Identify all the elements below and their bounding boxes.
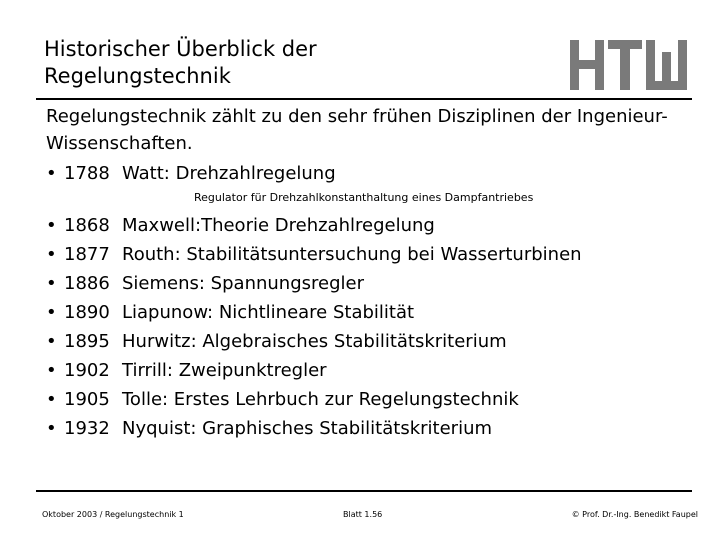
bullet-icon: • [46, 418, 57, 439]
footer-copyright: © Prof. Dr.-Ing. Benedikt Faupel [571, 510, 698, 519]
slide-title-line-2: Regelungstechnik [44, 64, 231, 88]
timeline-year: 1905 [64, 389, 110, 410]
footer-divider [36, 490, 692, 492]
timeline-event: Nyquist: Graphisches Stabilitätskriterium [122, 418, 493, 439]
intro-text [46, 103, 668, 157]
timeline-item [46, 388, 519, 412]
bullet-icon: • [46, 331, 57, 352]
timeline-event: Hurwitz: Algebraisches Stabilitätskriterium [122, 331, 507, 352]
bullet-icon: • [46, 273, 57, 294]
timeline-year: 1868 [64, 215, 110, 236]
header-divider [36, 98, 692, 100]
htw-logo [570, 40, 692, 90]
slide-title-line-1: Historischer Überblick der [44, 37, 317, 61]
timeline-event: Liapunow: Nichtlineare Stabilität [122, 302, 415, 323]
timeline-item [46, 359, 327, 383]
timeline-event: Maxwell:Theorie Drehzahlregelung [122, 215, 435, 236]
bullet-icon: • [46, 215, 57, 236]
intro-line-1: Regelungstechnik zählt zu den sehr frühen Disziplinen der Ingenieur- [46, 106, 668, 127]
bullet-icon: • [46, 389, 57, 410]
timeline-year: 1877 [64, 244, 110, 265]
timeline-item [46, 330, 507, 354]
timeline-year: 1895 [64, 331, 110, 352]
bullet-icon: • [46, 302, 57, 323]
timeline-item [46, 417, 492, 441]
timeline-year: 1890 [64, 302, 110, 323]
timeline-item [46, 214, 435, 238]
timeline-item [46, 272, 364, 296]
footer-page-number: Blatt 1.56 [343, 510, 383, 519]
timeline-item [46, 162, 336, 186]
intro-line-2: Wissenschaften. [46, 133, 193, 154]
timeline-event: Tolle: Erstes Lehrbuch zur Regelungstechnik [122, 389, 519, 410]
timeline-year: 1932 [64, 418, 110, 439]
timeline-year: 1788 [64, 163, 110, 184]
timeline-event: Watt: Drehzahlregelung [122, 163, 336, 184]
timeline-item [46, 301, 414, 325]
bullet-icon: • [46, 163, 57, 184]
slide-title [44, 36, 504, 90]
timeline-event: Siemens: Spannungsregler [122, 273, 364, 294]
timeline-year: 1886 [64, 273, 110, 294]
bullet-icon: • [46, 244, 57, 265]
footer-course-info: Oktober 2003 / Regelungstechnik 1 [42, 510, 184, 519]
timeline-event: Tirrill: Zweipunktregler [122, 360, 327, 381]
timeline-event: Routh: Stabilitätsuntersuchung bei Wasserturbinen [122, 244, 582, 265]
watt-subnote: Regulator für Drehzahlkonstanthaltung eines Dampfantriebes [194, 191, 534, 204]
timeline-year: 1902 [64, 360, 110, 381]
bullet-icon: • [46, 360, 57, 381]
timeline-item [46, 243, 582, 267]
